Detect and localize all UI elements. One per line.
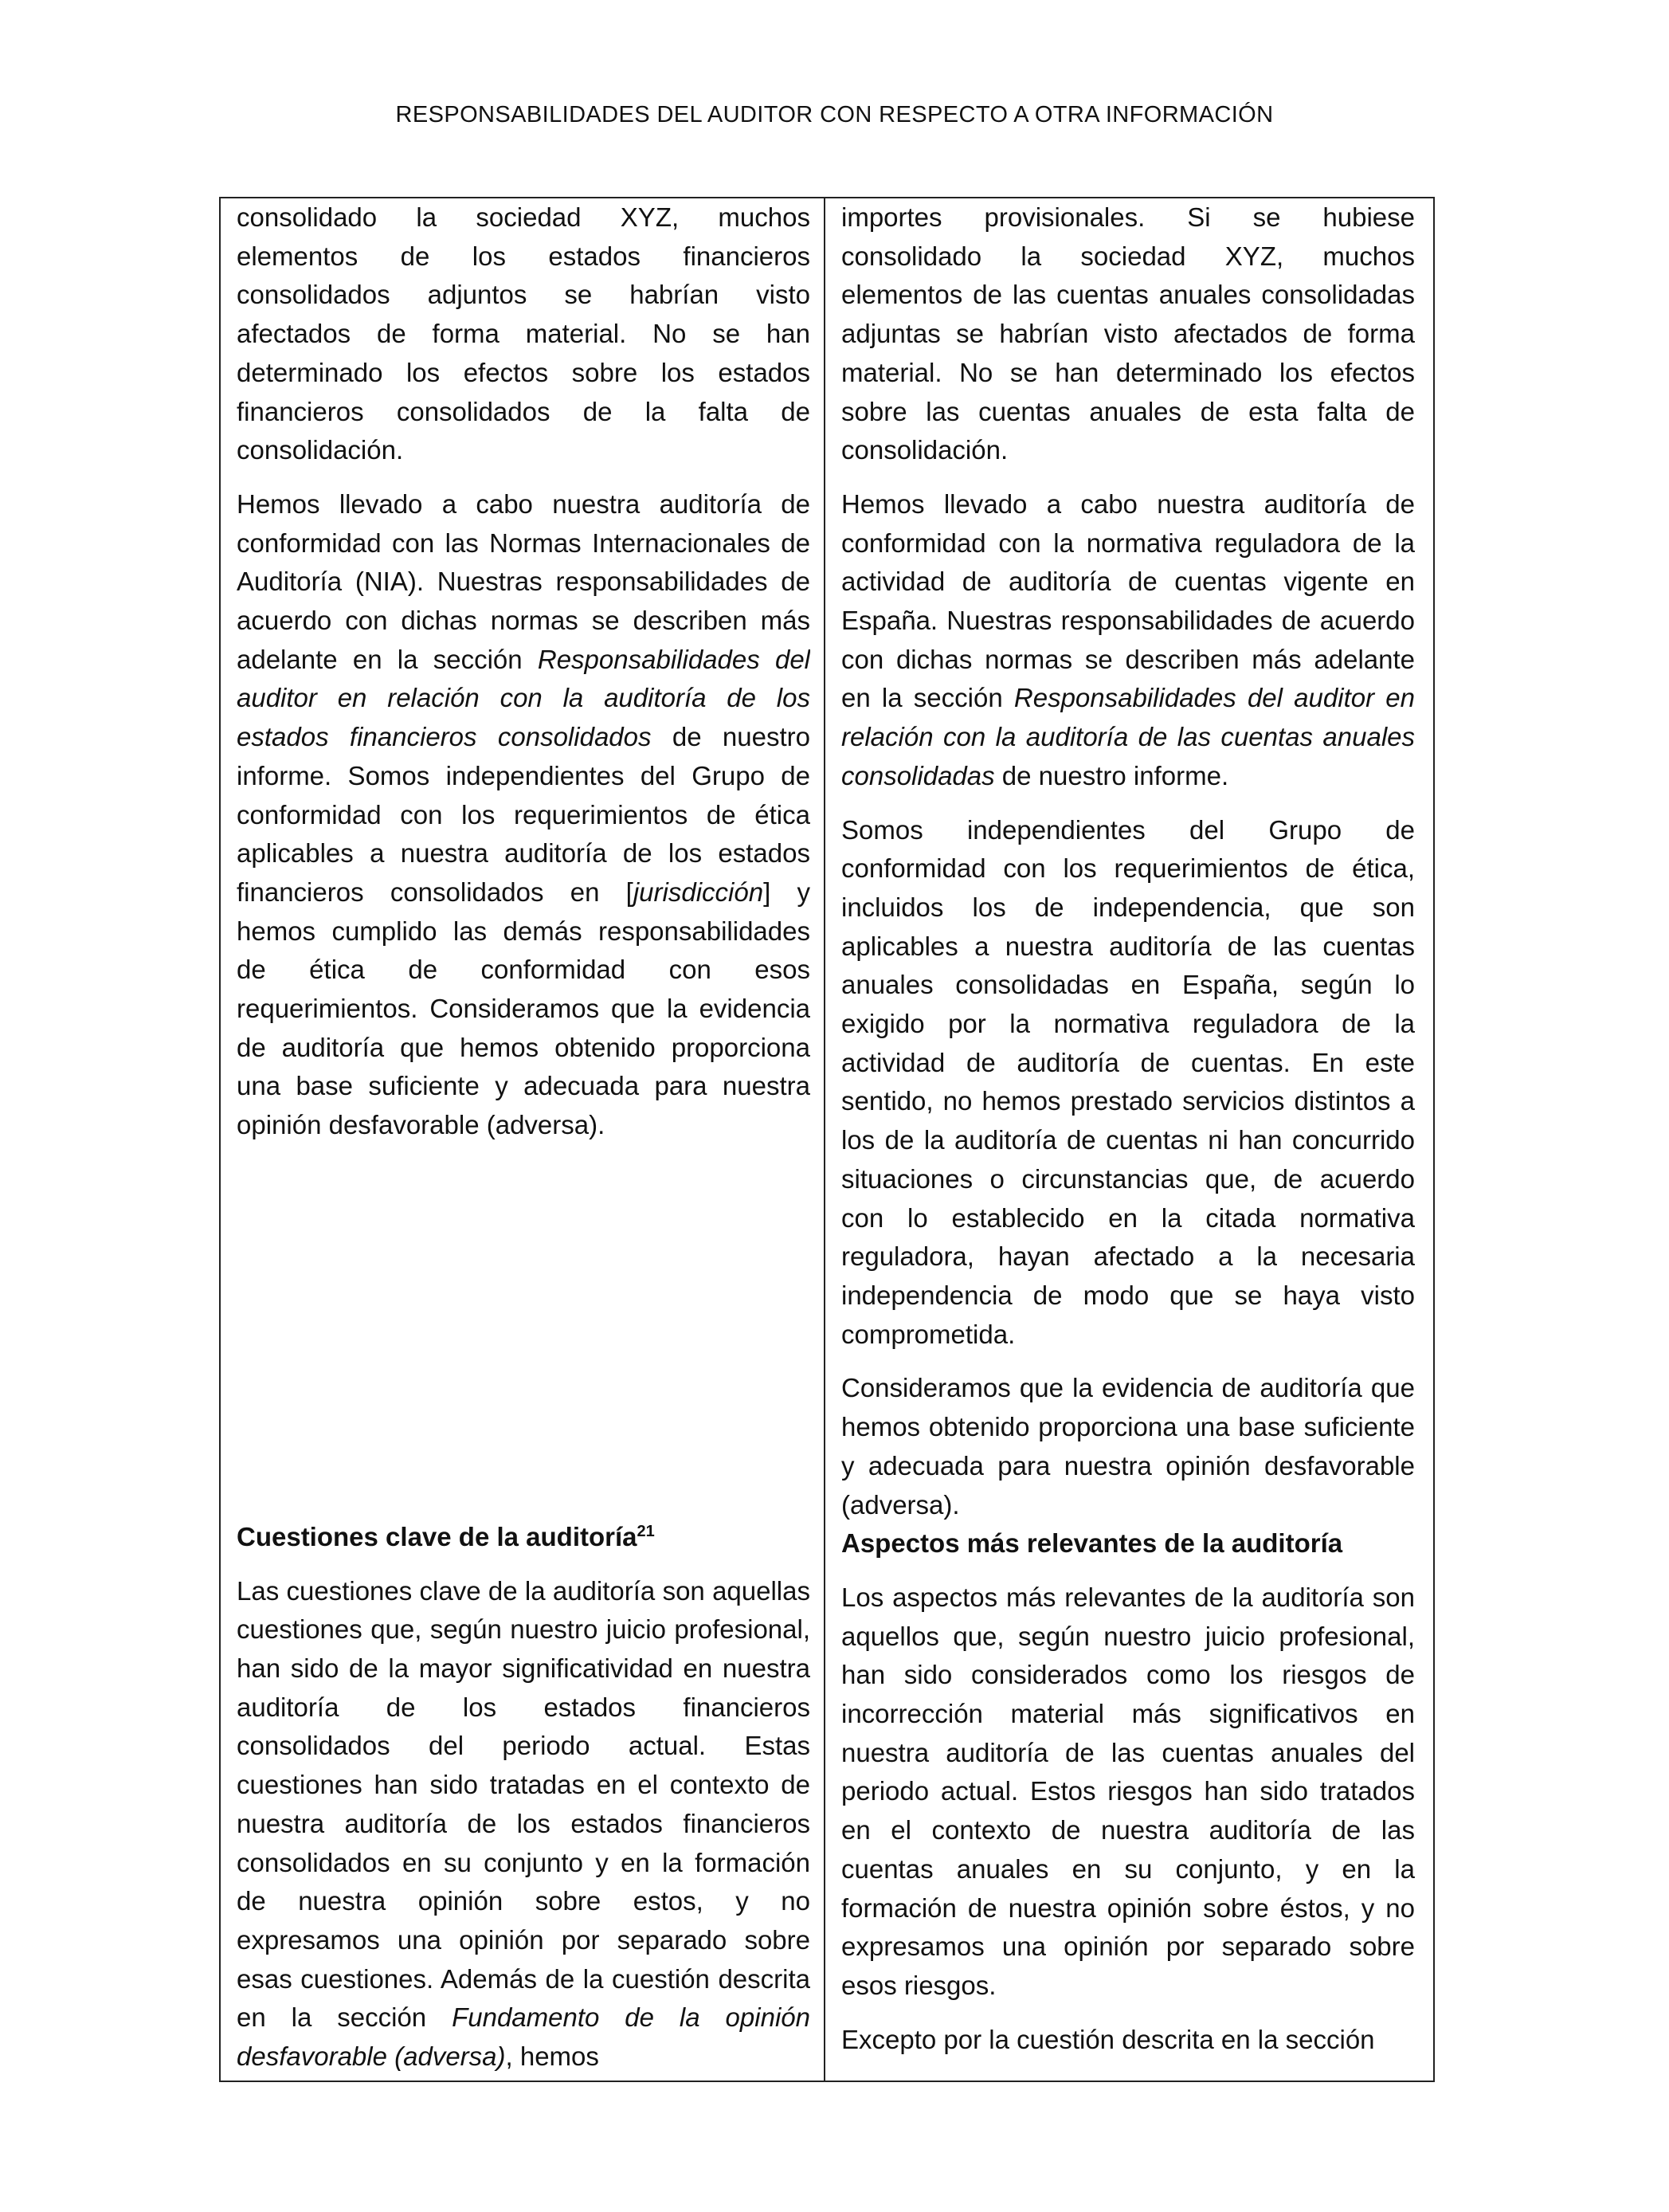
left-p3-section-ref: Fundamento de la opinión desfavorable (adversa): [237, 2002, 810, 2072]
right-paragraph-6: Excepto por la cuestión descrita en la sección: [841, 2024, 1375, 2054]
right-paragraph-2: [841, 485, 1415, 796]
left-p3-text-b: , hemos: [505, 2041, 599, 2072]
left-p2-text-c: ] y hemos cumplido las demás responsabilidades de ética de conformidad con esos requerimientos. Consideramos que la evidencia de auditoría que hemos obtenido proporciona una base suficiente y adecuada para nuestra opinión desfavorable (adversa).: [237, 877, 810, 1140]
right-paragraph-1: importes provisionales. Si se hubiese consolidado la sociedad XYZ, muchos elementos de las cuentas anuales consolidadas adjuntas se habrían visto afectados de forma material. No se han determinado los efectos sobre las cuentas anuales de esta falta de consolidación.: [841, 202, 1415, 465]
page-header: RESPONSABILIDADES DEL AUDITOR CON RESPECTO A OTRA INFORMACIÓN: [395, 102, 1274, 127]
comparison-table: [219, 197, 1435, 2082]
right-p2-text-b: de nuestro informe.: [994, 760, 1229, 790]
right-paragraph-3: Somos independientes del Grupo de conformidad con los requerimientos de ética, incluidos los de independencia, que son aplicables a nuestra auditoría de las cuentas anuales consolidadas en España, según lo exigido por la normativa reguladora de la actividad de auditoría de cuentas. En este sentido, no hemos prestado servicios distintos a los de la auditoría de cuentas ni han concurrido situaciones o circunstancias que, de acuerdo con lo establecido en la citada normativa reguladora, hayan afectado a la necesaria independencia de modo que se haya visto comprometida.: [841, 814, 1415, 1349]
left-p3-text-a: Las cuestiones clave de la auditoría son aquellas cuestiones que, según nuestro juicio profesional, han sido de la mayor significatividad en nuestra auditoría de los estados financieros consolidados del periodo actual. Estas cuestiones han sido tratadas en el contexto de nuestra auditoría de los estados financieros consolidados en su conjunto y en la formación de nuestra opinión sobre estos, y no expresamos una opinión por separado sobre esas cuestiones. Además de la cuestión descrita en la sección: [237, 1575, 810, 2033]
left-p2-jurisdiction: jurisdicción: [633, 877, 764, 907]
right-paragraph-5: Los aspectos más relevantes de la auditoría son aquellos que, según nuestro juicio profesional, han sido considerados como los riesgos de incorrección material más significativos en nuestra auditoría de las cuentas anuales del periodo actual. Estos riesgos han sido tratados en el contexto de nuestra auditoría de las cuentas anuales en su conjunto, y en la formación de nuestra opinión sobre éstos, y no expresamos una opinión por separado sobre esos riesgos.: [841, 1582, 1415, 2000]
left-p2-text-b: de nuestro informe. Somos independientes del Grupo de conformidad con los requerimientos de ética aplicables a nuestra auditoría de los estados financieros consolidados en [: [237, 722, 810, 907]
left-paragraph-2: [237, 485, 810, 1145]
left-p2-section-ref: Responsabilidades del auditor en relación con la auditoría de los estados financieros consolidados: [237, 644, 810, 752]
left-p2-text-a: Hemos llevado a cabo nuestra auditoría de conformidad con las Normas Internacionales de Auditoría (NIA). Nuestras responsabilidades de acuerdo con dichas normas se describen más adelante en la sección: [237, 488, 810, 674]
column-divider: [824, 198, 825, 2081]
right-paragraph-4: Consideramos que la evidencia de auditoría que hemos obtenido proporciona una base suficiente y adecuada para nuestra opinión desfavorable (adversa).: [841, 1373, 1415, 1520]
right-p2-section-ref: Responsabilidades del auditor en relación con la auditoría de las cuentas anuales consolidadas: [841, 683, 1415, 790]
left-paragraph-1: consolidado la sociedad XYZ, muchos elementos de los estados financieros consolidados adjuntos se habrían visto afectados de forma material. No se han determinado los efectos sobre los estados financieros consolidados de la falta de consolidación.: [237, 202, 810, 465]
footnote-ref[interactable]: 21: [637, 1522, 655, 1540]
left-paragraph-3: [237, 1572, 810, 2077]
right-p2-text-a: Hemos llevado a cabo nuestra auditoría de conformidad con la normativa reguladora de la actividad de auditoría de cuentas vigente en España. Nuestras responsabilidades de acuerdo con dichas normas se describen más adelante en la sección: [841, 488, 1415, 713]
left-column: [237, 198, 810, 2081]
left-section-heading: [237, 1518, 810, 1557]
left-heading-text: Cuestiones clave de la auditoría: [237, 1521, 637, 1551]
right-column: [841, 198, 1415, 2081]
right-section-heading: Aspectos más relevantes de la auditoría: [841, 1528, 1343, 1559]
